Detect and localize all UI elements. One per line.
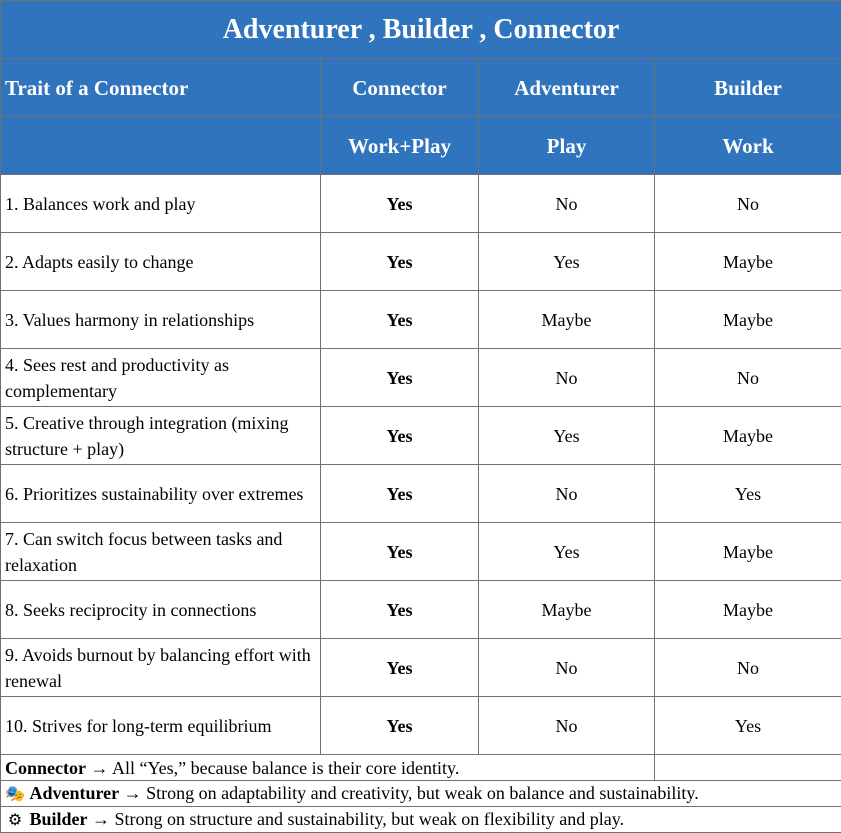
builder-subheader: Work — [655, 117, 841, 175]
connector-cell: Yes — [321, 581, 479, 639]
builder-cell: No — [655, 349, 841, 407]
connector-cell: Yes — [321, 697, 479, 755]
adventurer-cell: Maybe — [479, 291, 655, 349]
trait-cell: 10. Strives for long-term equilibrium — [1, 697, 321, 755]
trait-cell: 8. Seeks reciprocity in connections — [1, 581, 321, 639]
trait-cell: 2. Adapts easily to change — [1, 233, 321, 291]
adventurer-cell: Yes — [479, 233, 655, 291]
trait-cell: 3. Values harmony in relationships — [1, 291, 321, 349]
adventurer-note-row — [1, 781, 841, 807]
table-row — [1, 175, 841, 233]
builder-cell: Maybe — [655, 291, 841, 349]
header-row — [1, 59, 841, 117]
table-row — [1, 407, 841, 465]
table-row — [1, 465, 841, 523]
table-title: Adventurer , Builder , Connector — [1, 1, 841, 59]
adventurer-cell: No — [479, 697, 655, 755]
builder-note-label: Builder — [30, 809, 88, 829]
adventurer-cell: Yes — [479, 407, 655, 465]
table-row — [1, 291, 841, 349]
theater-masks-icon: 🎭 — [5, 782, 25, 806]
builder-cell: No — [655, 639, 841, 697]
adventurer-cell: No — [479, 175, 655, 233]
connector-cell: Yes — [321, 291, 479, 349]
builder-cell: Maybe — [655, 523, 841, 581]
builder-cell: Yes — [655, 697, 841, 755]
table-row — [1, 233, 841, 291]
trait-cell: 1. Balances work and play — [1, 175, 321, 233]
adventurer-cell: Yes — [479, 523, 655, 581]
table-row — [1, 349, 841, 407]
table-row — [1, 581, 841, 639]
adventurer-cell: No — [479, 465, 655, 523]
builder-cell: Maybe — [655, 233, 841, 291]
adventurer-note — [1, 781, 841, 807]
trait-cell: 6. Prioritizes sustainability over extremes — [1, 465, 321, 523]
connector-cell: Yes — [321, 407, 479, 465]
trait-cell: 4. Sees rest and productivity as complementary — [1, 349, 321, 407]
table-row — [1, 639, 841, 697]
subheader-row — [1, 117, 841, 175]
builder-cell: Maybe — [655, 581, 841, 639]
connector-note-label: Connector — [5, 758, 86, 778]
adventurer-note-label: Adventurer — [30, 783, 120, 803]
connector-cell: Yes — [321, 175, 479, 233]
connector-cell: Yes — [321, 349, 479, 407]
connector-cell: Yes — [321, 465, 479, 523]
trait-column-header: Trait of a Connector — [1, 59, 321, 117]
adventurer-note-text: → Strong on adaptability and creativity, but weak on balance and sustainability. — [119, 783, 699, 803]
connector-note — [1, 755, 655, 781]
empty-note-cell — [655, 755, 841, 781]
connector-cell: Yes — [321, 523, 479, 581]
connector-note-text: → All “Yes,” because balance is their core identity. — [86, 758, 459, 778]
connector-subheader: Work+Play — [321, 117, 479, 175]
trait-cell: 5. Creative through integration (mixing structure + play) — [1, 407, 321, 465]
builder-note-row — [1, 807, 841, 833]
table-row — [1, 697, 841, 755]
gear-icon: ⚙ — [5, 808, 25, 832]
trait-cell: 9. Avoids burnout by balancing effort with renewal — [1, 639, 321, 697]
builder-cell: No — [655, 175, 841, 233]
adventurer-column-header: Adventurer — [479, 59, 655, 117]
adventurer-cell: No — [479, 639, 655, 697]
adventurer-cell: No — [479, 349, 655, 407]
connector-column-header: Connector — [321, 59, 479, 117]
builder-note — [1, 807, 841, 833]
trait-subheader — [1, 117, 321, 175]
builder-cell: Yes — [655, 465, 841, 523]
connector-cell: Yes — [321, 233, 479, 291]
builder-column-header: Builder — [655, 59, 841, 117]
adventurer-subheader: Play — [479, 117, 655, 175]
connector-cell: Yes — [321, 639, 479, 697]
builder-note-text: → Strong on structure and sustainability, but weak on flexibility and play. — [88, 809, 625, 829]
trait-cell: 7. Can switch focus between tasks and relaxation — [1, 523, 321, 581]
connector-note-row — [1, 755, 841, 781]
adventurer-cell: Maybe — [479, 581, 655, 639]
table-row — [1, 523, 841, 581]
builder-cell: Maybe — [655, 407, 841, 465]
